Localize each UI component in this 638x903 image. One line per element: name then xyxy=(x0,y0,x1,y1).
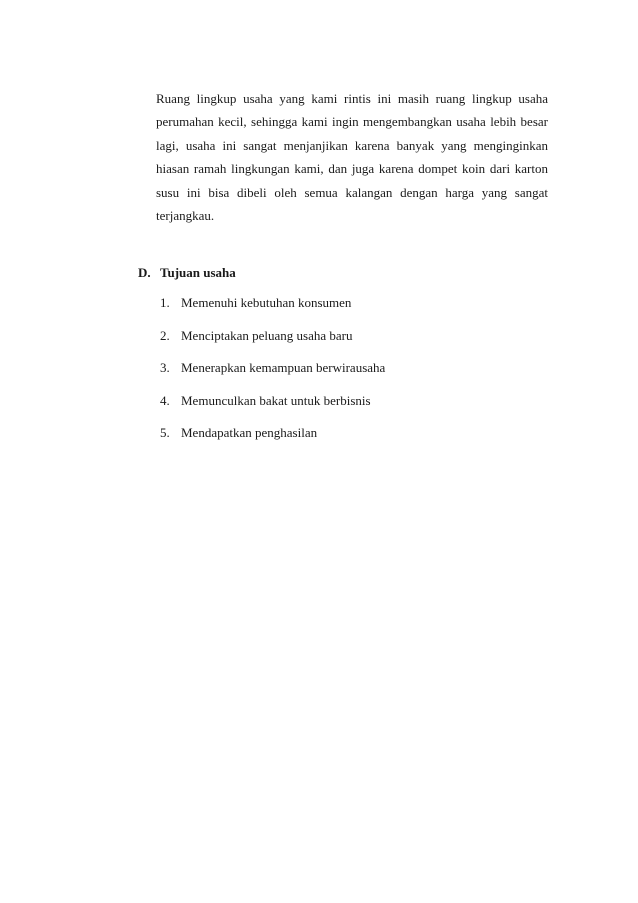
list-text: Memenuhi kebutuhan konsumen xyxy=(181,295,352,310)
list-number: 4. xyxy=(160,392,170,408)
section-letter: D. xyxy=(138,265,151,280)
list-text: Menerapkan kemampuan berwirausaha xyxy=(181,360,386,376)
list-number: 1. xyxy=(160,295,170,310)
list-number: 3. xyxy=(160,360,170,376)
list-item xyxy=(160,424,385,457)
list-item xyxy=(160,392,385,425)
paragraph-line: susu ini bisa dibeli oleh semua kalangan dengan harga yang sangat xyxy=(156,184,548,200)
paragraph-line: hiasan ramah lingkungan kami, dan juga karena dompet koin dari karton xyxy=(156,161,548,177)
section-heading xyxy=(138,265,236,281)
list-text: Memunculkan bakat untuk berbisnis xyxy=(181,392,371,408)
body-paragraph xyxy=(156,87,548,227)
list-number: 2. xyxy=(160,327,170,343)
list-item xyxy=(160,327,385,360)
list-text: Mendapatkan penghasilan xyxy=(181,425,318,441)
paragraph-line: lagi, usaha ini sangat menjanjikan karena banyak yang menginginkan xyxy=(156,137,548,153)
list-item xyxy=(160,294,385,327)
list-item xyxy=(160,359,385,392)
list-text: Menciptakan peluang usaha baru xyxy=(181,327,353,343)
list-number: 5. xyxy=(160,425,170,441)
goals-list xyxy=(160,294,385,457)
section-title: Tujuan usaha xyxy=(160,265,236,280)
paragraph-line: perumahan kecil, sehingga kami ingin mengembangkan usaha lebih besar xyxy=(156,114,548,130)
paragraph-line: Ruang lingkup usaha yang kami rintis ini masih ruang lingkup usaha xyxy=(156,91,548,106)
paragraph-line: terjangkau. xyxy=(156,208,215,224)
